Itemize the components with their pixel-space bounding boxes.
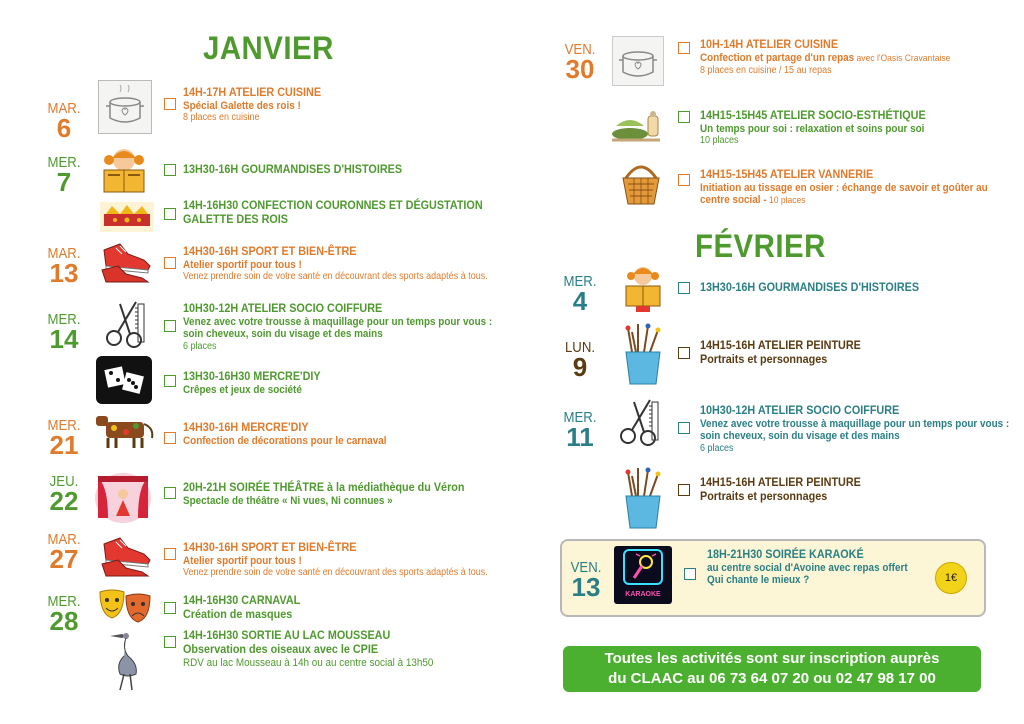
event-checkbox[interactable] — [678, 484, 690, 496]
event-checkbox[interactable] — [678, 422, 690, 434]
footer-line-2: du CLAAC au 06 73 64 07 20 ou 02 47 98 17 00 — [608, 670, 936, 687]
event-checkbox[interactable] — [164, 164, 176, 176]
scissors-comb-icon — [614, 396, 666, 448]
price-badge: 1€ — [935, 562, 967, 594]
event-entry: 14H-16H30 CARNAVAL Création de masques — [183, 593, 301, 621]
event-checkbox[interactable] — [678, 282, 690, 294]
date-label: MAR. 27 — [47, 531, 81, 574]
event-entry: 14H-17H ATELIER CUISINE Spécial Galette des rois ! 8 places en cuisine — [183, 85, 322, 124]
masks-icon — [98, 588, 152, 624]
event-entry: 14H15-16H ATELIER PEINTURE Portraits et personnages — [700, 338, 861, 366]
event-entry: 10H-14H ATELIER CUISINE Confection et partage d'un repas avec l'Oasis Cravantaise 8 places en cuisine / 15 au repas — [700, 37, 951, 76]
event-entry: 14H15-15H45 ATELIER VANNERIE Initiation au tissage en osier : échange de savoir et goûter au centre social - 10 places — [700, 167, 988, 207]
date-label: VEN. 13 — [570, 559, 602, 602]
event-checkbox[interactable] — [684, 568, 696, 580]
sneaker-icon — [98, 530, 154, 580]
event-entry: 14H30-16H SPORT ET BIEN-ÊTRE Atelier sportif pour tous ! Venez prendre soin de votre santé en découvrant des sports adaptés à tous. — [183, 244, 488, 283]
event-checkbox[interactable] — [678, 174, 690, 186]
event-entry: 14H15-15H45 ATELIER SOCIO-ESTHÉTIQUE Un temps pour soi : relaxation et soins pour soi 10 places — [700, 108, 926, 147]
date-label: JEU. 22 — [49, 473, 79, 516]
date-label: MER. 14 — [47, 311, 81, 354]
dice-icon — [96, 356, 152, 404]
event-checkbox[interactable] — [164, 487, 176, 499]
date-label: LUN. 9 — [564, 339, 596, 382]
date-label: MAR. 13 — [47, 245, 81, 288]
date-label: MER. 7 — [47, 154, 81, 197]
event-entry: 10H30-12H ATELIER SOCIO COIFFURE Venez avec votre trousse à maquillage pour un temps pour vous : soin cheveux, soin du visage et des mains 6 places — [700, 403, 1010, 455]
event-checkbox[interactable] — [164, 602, 176, 614]
month-title-january: JANVIER — [203, 30, 334, 66]
reading-girl-icon — [94, 144, 154, 196]
scissors-comb-icon — [100, 298, 152, 350]
date-label: MER. 11 — [563, 409, 597, 452]
footer-line-1: Toutes les activités sont sur inscription auprès — [604, 650, 940, 667]
event-checkbox[interactable] — [164, 208, 176, 220]
sneaker-icon — [98, 236, 154, 286]
crown-icon — [100, 202, 154, 232]
spa-icon — [608, 104, 664, 144]
event-checkbox[interactable] — [164, 257, 176, 269]
paintbrushes-icon — [620, 322, 666, 386]
event-entry: 14H-16H30 CONFECTION COURONNES ET DÉGUSTATION GALETTE DES ROIS — [183, 198, 483, 226]
event-entry: 14H30-16H MERCRE'DIY Confection de décorations pour le carnaval — [183, 420, 387, 447]
event-checkbox[interactable] — [678, 111, 690, 123]
event-entry: 18H-21H30 SOIRÉE KARAOKÉ au centre social d'Avoine avec repas offert Qui chante le mieux ? — [707, 547, 908, 587]
registration-footer — [563, 646, 981, 692]
theatre-stage-icon — [94, 472, 152, 524]
heron-icon — [104, 628, 148, 692]
event-entry: 14H30-16H SPORT ET BIEN-ÊTRE Atelier sportif pour tous ! Venez prendre soin de votre santé en découvrant des sports adaptés à tous. — [183, 540, 488, 579]
event-entry: 13H30-16H GOURMANDISES D'HISTOIRES — [700, 280, 920, 294]
event-checkbox[interactable] — [164, 636, 176, 648]
paintbrushes-icon — [620, 466, 666, 530]
event-entry: 20H-21H SOIRÉE THÉÂTRE à la médiathèque du Véron Spectacle de théâtre « Ni vues, Ni connues » — [183, 480, 465, 507]
date-label: MER. 28 — [47, 593, 81, 636]
reading-girl-icon — [620, 262, 666, 314]
event-checkbox[interactable] — [164, 432, 176, 444]
event-entry: 13H30-16H30 MERCRE'DIY Crêpes et jeux de société — [183, 369, 321, 396]
event-checkbox[interactable] — [678, 347, 690, 359]
month-title-february: FÉVRIER — [695, 228, 826, 264]
carnival-horse-icon — [94, 410, 156, 450]
date-label: MAR. 6 — [47, 100, 81, 143]
event-checkbox[interactable] — [164, 548, 176, 560]
event-checkbox[interactable] — [164, 98, 176, 110]
event-entry: 13H30-16H GOURMANDISES D'HISTOIRES — [183, 162, 403, 176]
date-label: VEN. 30 — [564, 41, 596, 84]
date-label: MER. 4 — [563, 273, 597, 316]
event-checkbox[interactable] — [164, 320, 176, 332]
event-entry: 14H-16H30 SORTIE AU LAC MOUSSEAU Observation des oiseaux avec le CPIE RDV au lac Mousseau à 14h ou au centre social à 13h50 — [183, 628, 434, 669]
event-entry: 10H30-12H ATELIER SOCIO COIFFURE Venez avec votre trousse à maquillage pour un temps pour vous : soin cheveux, soin du visage et des mains 6 places — [183, 301, 493, 353]
event-checkbox[interactable] — [164, 375, 176, 387]
basket-icon — [620, 160, 662, 208]
event-entry: 14H15-16H ATELIER PEINTURE Portraits et personnages — [700, 475, 861, 503]
event-checkbox[interactable] — [678, 42, 690, 54]
karaoke-sign-icon: KARAOKE — [614, 546, 672, 604]
cooking-pot-icon — [612, 36, 664, 86]
date-label: MER. 21 — [47, 417, 81, 460]
cooking-pot-icon — [98, 80, 152, 134]
